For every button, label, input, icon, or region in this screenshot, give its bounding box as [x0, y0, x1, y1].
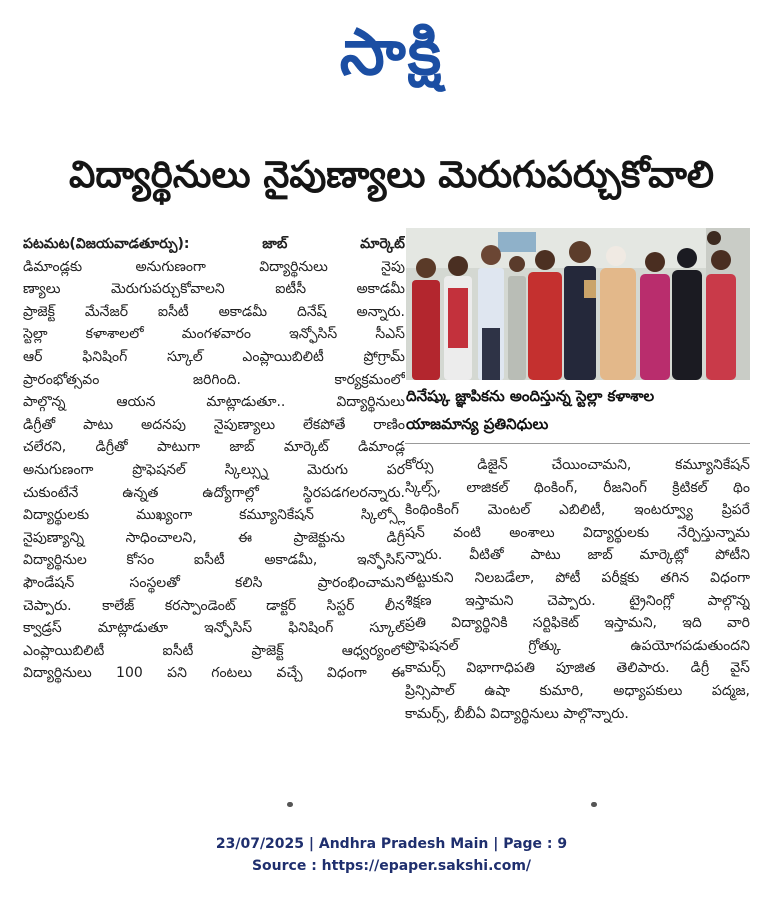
newspaper-masthead: సాక్షి — [339, 16, 444, 90]
event-photo — [406, 228, 750, 380]
article-end-marks — [23, 802, 750, 808]
article-line: ఎంప్లాయిబిలిటీ ఐసీటీ ప్రాజెక్ట్ ఆధ్వర్యంలో — [23, 642, 405, 659]
article-line: అనుగుణంగా ప్రొఫెషనల్ స్కిల్స్ను మెరుగు పర — [23, 461, 405, 478]
article-line: పటమట(విజయవాడతూర్పు): జాబ్ మార్కెట్ — [23, 236, 405, 252]
article-line: ప్రతి విద్యార్థినికి సర్టిఫికెట్ ఇస్తామని, ఇది వారి — [405, 615, 750, 632]
article-line: చలేరని, డిగ్రీతో పాటుగా జాబ్ మార్కెట్ డిమాండ్ల — [23, 439, 405, 456]
end-mark — [287, 802, 293, 807]
article-line: ణ్యాలు మెరుగుపర్చుకోవాలని ఐటీసీ అకాడమీ — [23, 281, 405, 298]
article-column-1 — [23, 233, 405, 685]
article-line: శిక్షణ ఇస్తామని చెప్పారు. ట్రైనింగ్లో పాల్గొన్న — [405, 592, 750, 609]
article-line: ఆర్ ఫినిషింగ్ స్కూల్ ఎంప్లాయిబిలిటీ ప్రోగ్రామ్ — [23, 348, 405, 365]
article-line: ప్రారంభోత్సవం జరిగింది. కార్యక్రమంలో — [23, 371, 405, 388]
article-line: చెప్పారు. కాలేజ్ కరస్పాండెంట్ డాక్టర్ సిస్టర్ లీన — [23, 597, 405, 614]
article-line: నైపుణ్యాన్ని సాధించాలని, ఈ ప్రాజెక్టును డిగ్రీ — [23, 529, 405, 546]
article-line: కామర్స్ విభాగాధిపతి పూజిత తెలిపారు. డిగ్రీ వైస్ — [405, 660, 750, 677]
article-line: ప్రిన్సిపాల్ ఉషా కుమారి, అధ్యాపకులు పద్మజ, — [405, 682, 750, 699]
article-line: చుకుంటేనే ఉన్నత ఉద్యోగాల్లో స్థిరపడగలరన్నారు. — [23, 484, 405, 501]
article-line: న్నారు. వీటితో పాటు జాబ్ మార్కెట్లో పోటీని — [405, 547, 750, 564]
source-url: Source : https://epaper.sakshi.com/ — [251, 858, 532, 874]
article-line: స్టెల్లా కళాశాలలో మంగళవారం ఇన్ఫోసిస్ సీఎస్ — [23, 326, 405, 343]
article-line: పాల్గొన్న ఆయన మాట్లాడుతూ.. విద్యార్థినులు — [23, 394, 405, 411]
article-line: ఫౌండేషన్ సంస్థలతో కలిసి ప్రారంభించామని — [23, 574, 405, 591]
article-line: స్కిల్స్, లాజికల్ థింకింగ్, రీజనింగ్ క్రిటికల్ థిం — [405, 479, 750, 496]
article-line: విద్యార్థులకు ముఖ్యంగా కమ్యూనికేషన్ స్కిల్స్లో — [23, 507, 405, 524]
article-line: కోర్సు డిజైన్ చేయించామని, కమ్యూనికేషన్ — [405, 457, 750, 473]
article-line: క్వాడ్రస్ మాట్లాడుతూ ఇన్ఫోసిస్ ఫినిషింగ్ స్కూల్ — [23, 620, 405, 637]
article-line: డిగ్రీతో పాటు అదనపు నైపుణ్యాలు లేకపోతే రాణిం — [23, 416, 405, 433]
article-line: కింథింకింగ్ మెంటల్ ఎబిలిటీ, ఇంటర్వ్యూ ప్రిపరే — [405, 502, 750, 519]
article-line: విద్యార్థినులు 100 పని గంటలు వచ్చే విధంగా ఈ — [23, 665, 405, 682]
article-headline: విద్యార్థినులు నైపుణ్యాలు మెరుగుపర్చుకోవాలి — [69, 153, 714, 196]
article-line: ప్రాజెక్ట్ మేనేజర్ ఐసీటీ అకాడమీ దినేష్ అన్నారు. — [23, 303, 405, 320]
edition-info: 23/07/2025 | Andhra Pradesh Main | Page : 9 — [215, 836, 568, 852]
article-column-2 — [405, 454, 750, 725]
article-line: తట్టుకుని నిలబడేలా, పోటీ పరీక్షకు తగిన విధంగా — [405, 569, 750, 586]
caption-divider — [405, 443, 750, 444]
photo-caption-line: దినేష్కు జ్ఞాపికను అందిస్తున్న స్టెల్లా కళాశాల — [406, 387, 655, 405]
end-mark — [591, 802, 597, 807]
article-line: ప్రొఫెషనల్ గ్రోత్కు ఉపయోగపడుతుందని — [405, 637, 750, 654]
photo-caption — [406, 382, 750, 438]
article-line: డిమాండ్లకు అనుగుణంగా విద్యార్థినులు నైపు — [23, 258, 405, 275]
photo-caption-line: యాజమాన్య ప్రతినిధులు — [406, 415, 549, 433]
event-photo-image — [406, 228, 750, 380]
article-line: విద్యార్థినుల కోసం ఐసీటీ అకాడమీ, ఇన్ఫోసిస్ — [23, 552, 405, 569]
article-line: షన్ వంటి అంశాలు విద్యార్థులకు నేర్పిస్తున్నామ — [405, 524, 750, 541]
article-line: కామర్స్, బీబీఏ విద్యార్థినులు పాల్గొన్నారు. — [405, 705, 629, 722]
